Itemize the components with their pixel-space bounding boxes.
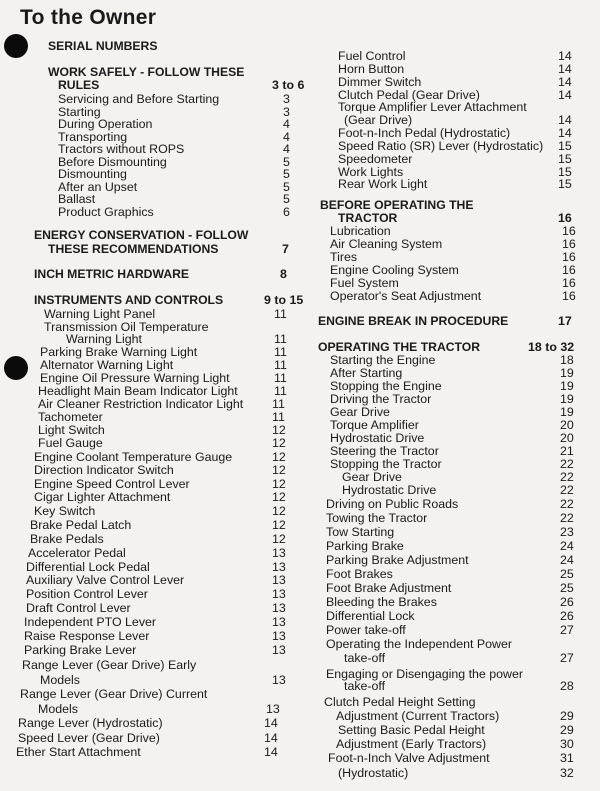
toc-page-number: 25 <box>560 581 574 595</box>
toc-page-number: 28 <box>560 679 574 693</box>
toc-entry: Position Control Lever <box>26 587 148 601</box>
toc-entry: Alternator Warning Light <box>40 358 174 372</box>
toc-page-number: 13 <box>272 573 286 587</box>
toc-entry: take-off <box>344 651 386 665</box>
toc-entry: Fuel Control <box>338 49 406 63</box>
toc-page-number: 13 <box>272 615 286 629</box>
toc-entry: Transporting <box>58 130 128 144</box>
toc-page-number: 20 <box>560 431 574 445</box>
toc-section-heading: INCH METRIC HARDWARE <box>34 267 190 281</box>
toc-entry: Dismounting <box>58 167 127 181</box>
toc-page-number: 30 <box>560 737 574 751</box>
toc-section-heading: BEFORE OPERATING THE <box>320 198 474 212</box>
toc-entry: Torque Amplifier Lever Attachment <box>338 100 527 114</box>
toc-entry: Lubrication <box>330 224 391 238</box>
toc-entry: Transmission Oil Temperature <box>44 320 209 334</box>
toc-page-number: 8 <box>280 267 287 281</box>
toc-page-number: 26 <box>560 609 574 623</box>
toc-page-number: 5 <box>283 180 290 194</box>
toc-entry: Accelerator Pedal <box>28 546 126 560</box>
toc-page-number: 19 <box>560 366 574 380</box>
toc-page-number: 13 <box>272 629 286 643</box>
toc-page-number: 18 <box>560 353 574 367</box>
toc-page-number: 23 <box>560 525 574 539</box>
toc-entry: Servicing and Before Starting <box>58 92 220 106</box>
toc-page-number: 26 <box>560 595 574 609</box>
toc-entry: Steering the Tractor <box>330 444 439 458</box>
toc-page-number: 22 <box>560 497 574 511</box>
toc-entry: Foot-n-Inch Pedal (Hydrostatic) <box>338 126 511 140</box>
toc-page-number: 11 <box>274 358 287 372</box>
toc-entry: Brake Pedals <box>30 532 104 546</box>
toc-page-number: 16 <box>562 250 576 264</box>
toc-page-number: 15 <box>558 165 572 179</box>
toc-entry: Torque Amplifier <box>330 418 419 432</box>
toc-entry: Clutch Pedal (Gear Drive) <box>338 88 480 102</box>
toc-entry: Models <box>38 702 78 716</box>
toc-page-number: 31 <box>560 751 574 765</box>
toc-entry: Differential Lock <box>326 609 415 623</box>
toc-entry: Engine Coolant Temperature Gauge <box>34 450 233 464</box>
toc-page-number: 6 <box>283 205 290 219</box>
toc-entry: During Operation <box>58 117 153 131</box>
toc-page-number: 20 <box>560 418 574 432</box>
toc-entry: Engine Cooling System <box>330 263 459 277</box>
toc-page-number: 14 <box>558 62 572 76</box>
toc-page-number: 11 <box>274 345 287 359</box>
toc-page-number: 11 <box>274 307 287 321</box>
toc-page-number: 29 <box>560 709 574 723</box>
toc-entry: Stopping the Engine <box>330 379 442 393</box>
toc-entry: Parking Brake Lever <box>24 643 137 657</box>
toc-page-number: 15 <box>558 152 572 166</box>
toc-page-number: 12 <box>272 504 286 518</box>
toc-entry: Speed Ratio (SR) Lever (Hydrostatic) <box>338 139 544 153</box>
toc-page-number: 14 <box>264 745 278 759</box>
toc-entry: Adjustment (Early Tractors) <box>336 737 487 751</box>
toc-page-number: 16 <box>562 276 576 290</box>
toc-entry: Tractors without ROPS <box>58 142 185 156</box>
toc-entry: Foot-n-Inch Valve Adjustment <box>328 751 490 765</box>
toc-page-number: 7 <box>282 242 289 256</box>
toc-entry: Parking Brake Warning Light <box>40 345 198 359</box>
toc-page-number: 27 <box>560 623 574 637</box>
toc-entry: Brake Pedal Latch <box>30 518 132 532</box>
toc-section-heading: TRACTOR <box>338 211 398 225</box>
toc-entry: Light Switch <box>38 423 105 437</box>
toc-entry: Before Dismounting <box>58 155 167 169</box>
toc-entry: Stopping the Tractor <box>330 457 442 471</box>
toc-page-number: 12 <box>272 463 286 477</box>
toc-entry: Fuel System <box>330 276 399 290</box>
toc-entry: Setting Basic Pedal Height <box>338 723 485 737</box>
toc-page-number: 22 <box>560 470 574 484</box>
toc-page-number: 13 <box>272 560 286 574</box>
toc-entry: (Hydrostatic) <box>338 766 409 780</box>
toc-page-number: 11 <box>274 384 287 398</box>
toc-page-number: 22 <box>560 457 574 471</box>
toc-entry: Ether Start Attachment <box>16 745 141 759</box>
toc-entry: After Starting <box>330 366 403 380</box>
toc-entry: Starting the Engine <box>330 353 436 367</box>
toc-entry: Engine Oil Pressure Warning Light <box>40 371 230 385</box>
toc-entry: Key Switch <box>34 504 96 518</box>
toc-entry: Engine Speed Control Lever <box>34 477 190 491</box>
toc-entry: Warning Light <box>66 332 142 346</box>
toc-page-number: 9 to 15 <box>264 293 304 307</box>
toc-page-number: 18 to 32 <box>528 340 575 354</box>
toc-page-number: 4 <box>283 117 290 131</box>
toc-page-number: 24 <box>560 539 574 553</box>
toc-entry: Clutch Pedal Height Setting <box>324 695 476 709</box>
toc-entry: Raise Response Lever <box>24 629 150 643</box>
toc-page-number: 19 <box>560 392 574 406</box>
toc-entry: Parking Brake <box>326 539 404 553</box>
toc-page-number: 13 <box>266 702 280 716</box>
toc-page-number: 13 <box>272 673 286 687</box>
toc-entry: Operator's Seat Adjustment <box>330 289 482 303</box>
toc-page-number: 15 <box>558 177 572 191</box>
toc-page-number: 16 <box>558 211 572 225</box>
toc-page-number: 22 <box>560 483 574 497</box>
toc-entry: Product Graphics <box>58 205 154 219</box>
toc-section-heading: OPERATING THE TRACTOR <box>318 340 481 354</box>
toc-page-number: 3 to 6 <box>272 78 305 92</box>
toc-page-number: 15 <box>558 139 572 153</box>
toc-entry: Hydrostatic Drive <box>330 431 425 445</box>
toc-entry: Horn Button <box>338 62 405 76</box>
toc-entry: Driving the Tractor <box>330 392 432 406</box>
toc-entry: Differential Lock Pedal <box>26 560 150 574</box>
toc-page-number: 27 <box>560 651 574 665</box>
toc-page-number: 11 <box>274 332 287 346</box>
toc-page-number: 14 <box>558 49 572 63</box>
toc-page-number: 14 <box>558 88 572 102</box>
toc-entry: Range Lever (Hydrostatic) <box>18 716 163 730</box>
toc-page-number: 32 <box>560 766 574 780</box>
toc-page-number: 29 <box>560 723 574 737</box>
toc-page-number: 12 <box>272 490 286 504</box>
toc-entry: Draft Control Lever <box>26 601 131 615</box>
toc-entry: Ballast <box>58 192 96 206</box>
toc-entry: Foot Brakes <box>326 567 393 581</box>
toc-page-number: 16 <box>562 289 576 303</box>
toc-page-number: 13 <box>272 546 286 560</box>
toc-entry: Hydrostatic Drive <box>342 483 437 497</box>
toc-entry: Parking Brake Adjustment <box>326 553 469 567</box>
toc-entry: Warning Light Panel <box>44 307 156 321</box>
toc-page-number: 24 <box>560 553 574 567</box>
toc-page-number: 14 <box>558 126 572 140</box>
toc-section-heading: ENERGY CONSERVATION - FOLLOW <box>34 228 249 242</box>
toc-entry: Direction Indicator Switch <box>34 463 174 477</box>
binder-hole-icon <box>4 356 28 380</box>
toc-page-number: 11 <box>272 410 285 424</box>
toc-page-number: 12 <box>272 450 286 464</box>
toc-section-heading: ENGINE BREAK IN PROCEDURE <box>318 314 509 328</box>
toc-page-number: 4 <box>283 130 290 144</box>
toc-entry: take-off <box>344 679 386 693</box>
toc-entry: Operating the Independent Power <box>326 637 512 651</box>
toc-entry: Tow Starting <box>326 525 395 539</box>
toc-entry: Headlight Main Beam Indicator Light <box>38 384 238 398</box>
toc-page-number: 14 <box>558 75 572 89</box>
toc-page-number: 16 <box>562 237 576 251</box>
toc-entry: Work Lights <box>338 165 404 179</box>
toc-page-number: 13 <box>272 601 286 615</box>
toc-entry: Tachometer <box>38 410 103 424</box>
toc-page-number: 17 <box>558 314 572 328</box>
toc-page-number: 4 <box>283 142 290 156</box>
toc-page-number: 21 <box>560 444 574 458</box>
toc-page-number: 5 <box>283 192 290 206</box>
toc-entry: Engaging or Disengaging the power <box>326 667 524 681</box>
toc-entry: Foot Brake Adjustment <box>326 581 452 595</box>
toc-entry: Speedometer <box>338 152 413 166</box>
toc-page-number: 11 <box>272 397 285 411</box>
toc-page-number: 14 <box>264 731 278 745</box>
toc-page-number: 5 <box>283 167 290 181</box>
toc-entry: Rear Work Light <box>338 177 428 191</box>
toc-entry: Range Lever (Gear Drive) Current <box>20 687 208 701</box>
toc-page-number: 12 <box>272 436 286 450</box>
toc-page-number: 12 <box>272 423 286 437</box>
toc-entry: Auxiliary Valve Control Lever <box>26 573 185 587</box>
toc-page-number: 13 <box>272 587 286 601</box>
toc-section-heading: INSTRUMENTS AND CONTROLS <box>34 293 224 307</box>
binder-hole-icon <box>4 34 28 58</box>
toc-page-number: 14 <box>264 716 278 730</box>
toc-page-number: 5 <box>283 155 290 169</box>
toc-entry: (Gear Drive) <box>344 113 413 127</box>
toc-page-number: 11 <box>274 371 287 385</box>
toc-section-heading: THESE RECOMMENDATIONS <box>48 242 219 256</box>
toc-page-number: 12 <box>272 477 286 491</box>
toc-page-number: 22 <box>560 511 574 525</box>
toc-entry: Power take-off <box>326 623 406 637</box>
toc-page-number: 3 <box>283 105 290 119</box>
toc-entry: Dimmer Switch <box>338 75 422 89</box>
page-title: To the Owner <box>20 6 157 29</box>
toc-entry: Tires <box>330 250 358 264</box>
toc-page-number: 3 <box>283 92 290 106</box>
toc-entry: Models <box>40 673 80 687</box>
toc-entry: Range Lever (Gear Drive) Early <box>22 658 197 672</box>
toc-entry: Starting <box>58 105 101 119</box>
toc-entry: Towing the Tractor <box>326 511 428 525</box>
toc-section-heading: RULES <box>58 78 100 92</box>
toc-section-heading: WORK SAFELY - FOLLOW THESE <box>48 65 245 79</box>
toc-entry: Cigar Lighter Attachment <box>34 490 171 504</box>
toc-page-number: 19 <box>560 379 574 393</box>
toc-entry: Gear Drive <box>342 470 402 484</box>
toc-entry: Fuel Gauge <box>38 436 103 450</box>
toc-entry: Independent PTO Lever <box>24 615 157 629</box>
toc-page-number: 13 <box>272 643 286 657</box>
toc-entry: Adjustment (Current Tractors) <box>336 709 500 723</box>
toc-entry: Air Cleaner Restriction Indicator Light <box>38 397 244 411</box>
toc-entry: Air Cleaning System <box>330 237 443 251</box>
toc-page-number: 12 <box>272 518 286 532</box>
toc-page-number: 14 <box>558 113 572 127</box>
toc-page-number: 25 <box>560 567 574 581</box>
toc-entry: After an Upset <box>58 180 138 194</box>
toc-entry: Bleeding the Brakes <box>326 595 437 609</box>
toc-page-number: 12 <box>272 532 286 546</box>
toc-entry: Speed Lever (Gear Drive) <box>18 731 160 745</box>
toc-entry: Driving on Public Roads <box>326 497 459 511</box>
toc-entry: Gear Drive <box>330 405 390 419</box>
toc-section-heading: SERIAL NUMBERS <box>48 39 158 53</box>
toc-page-number: 16 <box>562 224 576 238</box>
toc-page-number: 19 <box>560 405 574 419</box>
toc-page-number: 16 <box>562 263 576 277</box>
